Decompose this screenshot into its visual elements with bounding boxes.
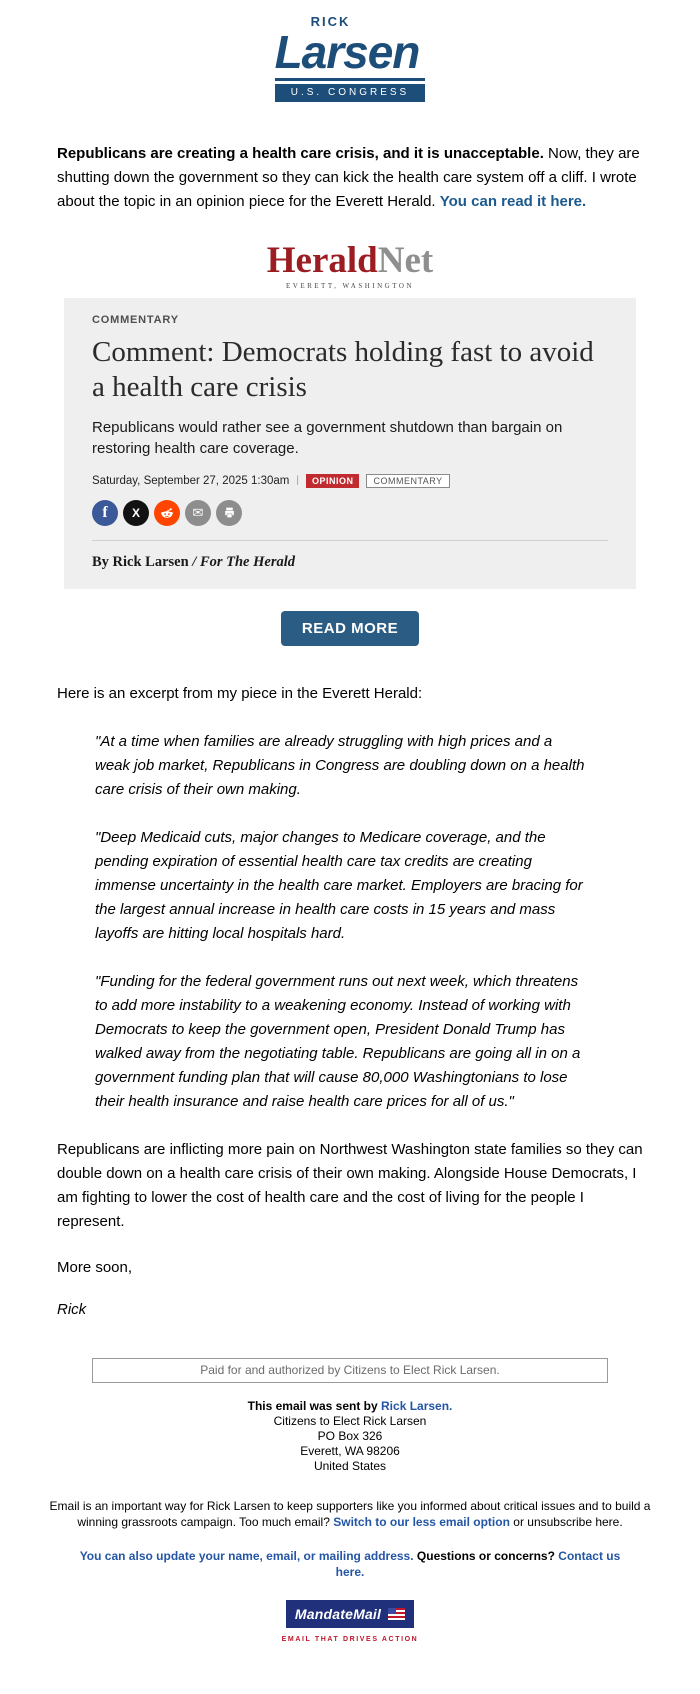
- intro-text: Now, they are shutting down the government so they can kick the health care system off a cliff. I wrote about the topic in an opinion piece for the Everett Herald.: [57, 144, 640, 210]
- commentary-badge[interactable]: COMMENTARY: [366, 474, 449, 488]
- read-it-here-link[interactable]: You can read it here.: [439, 192, 587, 210]
- x-share-icon[interactable]: X: [123, 500, 149, 526]
- article-dateline: [92, 474, 608, 488]
- mandatemail-name: MandateMail: [294, 1605, 382, 1622]
- quote-paragraph: "At a time when families are already struggling with high prices and a weak job market, Republicans in Congress are doubling down on a health care crisis of their own making.: [95, 732, 585, 798]
- sent-by-block: [0, 1399, 700, 1474]
- campaign-logo[interactable]: [275, 14, 426, 102]
- social-share-row: [92, 500, 608, 526]
- intro-paragraph: [57, 142, 643, 214]
- herald-article-embed[interactable]: [57, 239, 643, 589]
- article-byline: [92, 554, 608, 571]
- unsubscribe-text: or unsubscribe here.: [513, 1514, 623, 1529]
- header: [0, 14, 700, 102]
- email-preferences-note: [47, 1498, 653, 1530]
- quote-paragraph: "Funding for the federal government runs out next week, which threatens to add more instability to a weakening economy. Instead of working with Democrats to keep the government open, President Donald Trump has walked away from the negotiating table. Republicans are going all in on a government funding plan that will cause 80,000 Washingtonians to lose their health insurance and raise health care prices for all of us.": [95, 972, 581, 1110]
- article-divider: [92, 540, 608, 541]
- sent-by-link[interactable]: Rick Larsen.: [381, 1398, 453, 1413]
- contact-us-link[interactable]: Contact us here.: [335, 1548, 621, 1579]
- address-line: United States: [313, 1458, 387, 1473]
- email-share-icon[interactable]: ✉: [185, 500, 211, 526]
- reddit-share-icon[interactable]: [154, 500, 180, 526]
- byline-author: By Rick Larsen: [92, 553, 189, 570]
- closing-paragraph: Republicans are inflicting more pain on Northwest Washington state families so they can double down on a health care crisis of their own making. Alongside House Democrats, I am fighting to lower the cost of health care and the cost of living for the people I represent.: [57, 1140, 643, 1230]
- address-line: Everett, WA 98206: [300, 1443, 400, 1458]
- less-email-link[interactable]: Switch to our less email option: [333, 1514, 510, 1529]
- heraldnet-logo: [57, 239, 643, 281]
- article-card: [64, 298, 636, 589]
- excerpt-intro: Here is an excerpt from my piece in the Everett Herald:: [57, 684, 423, 702]
- facebook-share-icon[interactable]: f: [92, 500, 118, 526]
- read-more-wrap: [57, 611, 643, 646]
- email-note-text: Email is an important way for Rick Larsen to keep supporters like you informed about critical issues and to build a winning grassroots campaign. Too much email?: [49, 1498, 651, 1529]
- article-date: Saturday, September 27, 2025 1:30am: [92, 474, 290, 487]
- net-logo-text: Net: [377, 239, 434, 281]
- sign-off: More soon,: [57, 1258, 133, 1276]
- read-more-button[interactable]: READ MORE: [281, 611, 419, 646]
- logo-larsen-text: Larsen: [275, 29, 426, 81]
- byline-source: / For The Herald: [192, 553, 296, 570]
- email-content: [0, 142, 700, 1322]
- quote-paragraph: "Deep Medicaid cuts, major changes to Medicare coverage, and the pending expiration of essential health care tax credits are creating immense uncertainty in the health care market. Employers are bracing for the largest annual increase in health care costs in 15 years and mass layoffs are hitting local hospitals hard.: [95, 828, 583, 942]
- print-icon[interactable]: [216, 500, 242, 526]
- logo-congress-bar: U.S. CONGRESS: [275, 84, 426, 102]
- masthead-location: EVERETT, WASHINGTON: [286, 281, 414, 290]
- herald-logo-text: Herald: [266, 239, 378, 281]
- update-info-link[interactable]: You can also update your name, email, or mailing address.: [79, 1548, 414, 1563]
- paid-for-disclaimer: Paid for and authorized by Citizens to Elect Rick Larsen.: [92, 1358, 608, 1383]
- heraldnet-masthead: [57, 239, 643, 290]
- mandatemail-logo[interactable]: [286, 1600, 414, 1628]
- questions-text: Questions or concerns?: [416, 1548, 555, 1563]
- sent-by-line: [0, 1399, 700, 1414]
- org-line: Citizens to Elect Rick Larsen: [273, 1413, 427, 1428]
- article-kicker: COMMENTARY: [92, 313, 179, 326]
- sent-by-text: This email was sent by: [247, 1398, 378, 1413]
- signature: Rick: [57, 1300, 87, 1318]
- flag-icon: [388, 1608, 405, 1620]
- logo-rick-text: RICK: [310, 14, 351, 29]
- mandatemail-block: [0, 1600, 700, 1694]
- address-line: PO Box 326: [317, 1428, 383, 1443]
- intro-bold-text: Republicans are creating a health care crisis, and it is unacceptable.: [57, 144, 544, 162]
- update-contact-line: [70, 1548, 630, 1580]
- opinion-badge[interactable]: OPINION: [306, 474, 360, 488]
- article-subhead: Republicans would rather see a government shutdown than bargain on restoring health care coverage.: [92, 418, 563, 457]
- article-headline: Comment: Democrats holding fast to avoid a health care crisis: [92, 335, 594, 403]
- dateline-separator: |: [296, 475, 299, 487]
- mandatemail-tagline: EMAIL THAT DRIVES ACTION: [281, 1635, 419, 1643]
